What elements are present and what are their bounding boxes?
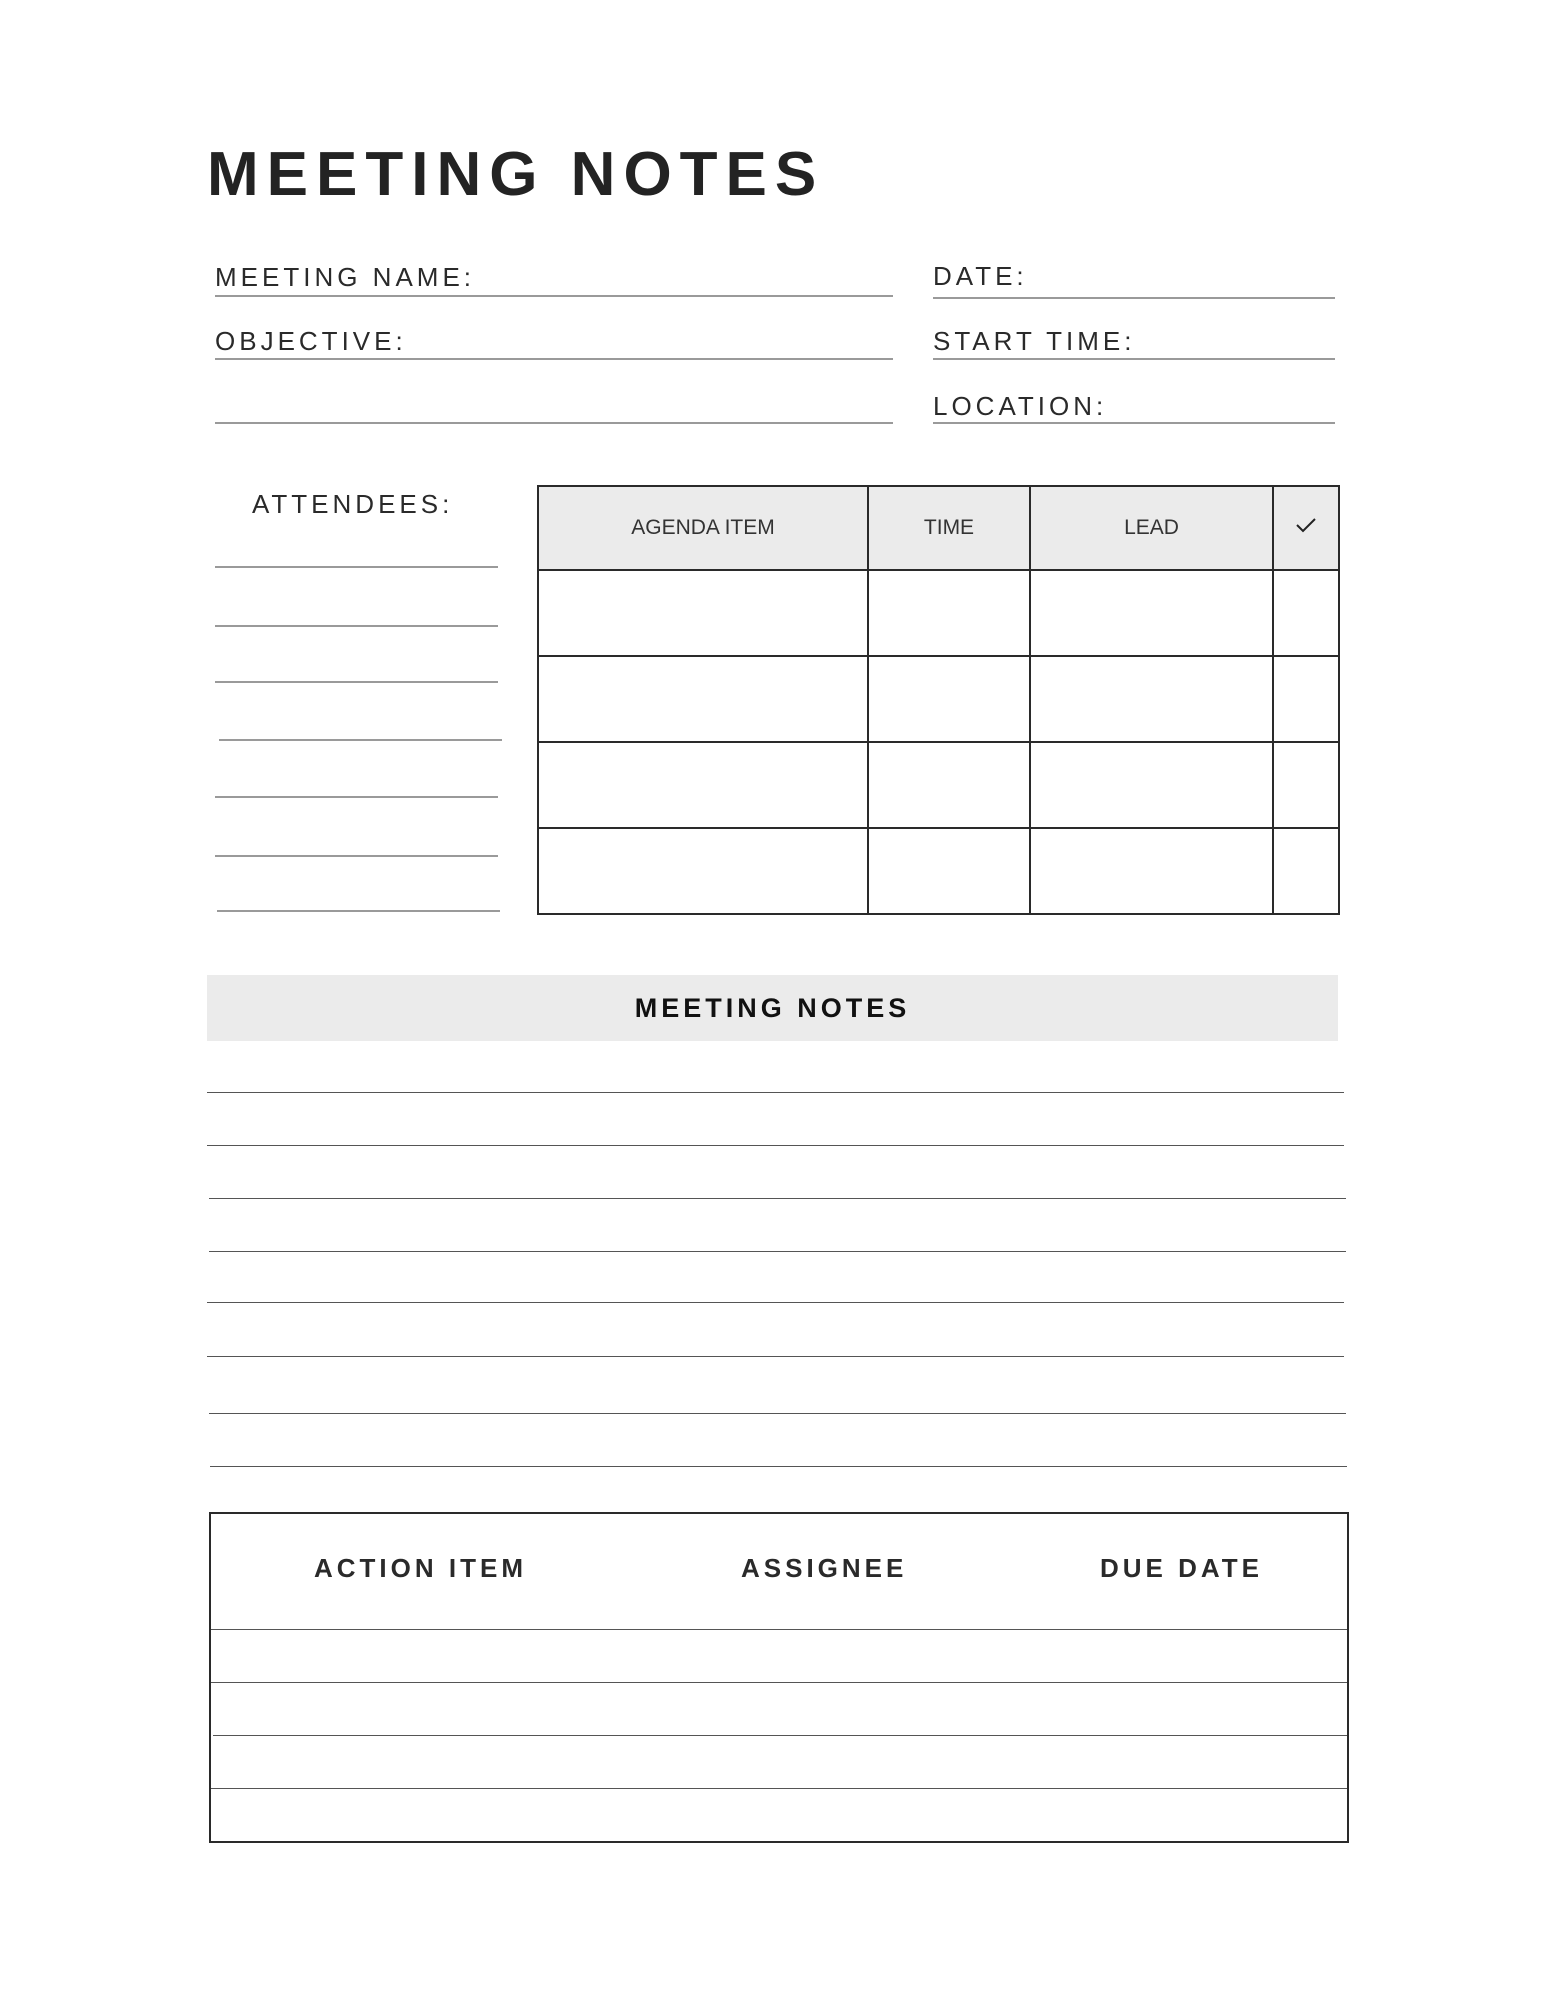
agenda-time-cell[interactable] (868, 656, 1030, 742)
start-time-label: START TIME: (933, 326, 1136, 356)
meeting-name-line[interactable] (215, 295, 893, 297)
agenda-lead-cell[interactable] (1030, 742, 1273, 828)
notes-line[interactable] (210, 1466, 1347, 1467)
page-title: MEETING NOTES (207, 140, 825, 209)
agenda-time-cell[interactable] (868, 742, 1030, 828)
objective-label: OBJECTIVE: (215, 326, 407, 356)
agenda-lead-cell[interactable] (1030, 656, 1273, 742)
agenda-col-time: TIME (868, 486, 1030, 570)
attendees-label: ATTENDEES: (252, 489, 454, 519)
agenda-time-cell[interactable] (868, 570, 1030, 656)
agenda-item-cell[interactable] (538, 742, 868, 828)
objective-line[interactable] (215, 358, 893, 360)
date-label: DATE: (933, 261, 1028, 291)
agenda-table (537, 485, 1340, 915)
notes-line[interactable] (207, 1092, 1344, 1093)
agenda-item-cell[interactable] (538, 570, 868, 656)
agenda-time-cell[interactable] (868, 828, 1030, 914)
agenda-check-cell[interactable] (1273, 656, 1339, 742)
attendee-line[interactable] (217, 910, 500, 912)
objective-line-2[interactable] (215, 422, 893, 424)
attendee-line[interactable] (215, 796, 498, 798)
start-time-line[interactable] (933, 358, 1335, 360)
check-icon (1295, 516, 1317, 534)
attendee-line[interactable] (215, 681, 498, 683)
agenda-col-item: AGENDA ITEM (538, 486, 868, 570)
notes-line[interactable] (209, 1251, 1346, 1252)
agenda-col-lead: LEAD (1030, 486, 1273, 570)
action-row-line[interactable] (211, 1629, 1347, 1630)
action-row-line[interactable] (213, 1735, 1347, 1736)
notes-line[interactable] (207, 1302, 1344, 1303)
action-row-line[interactable] (211, 1682, 1347, 1683)
notes-line[interactable] (207, 1145, 1344, 1146)
agenda-check-cell[interactable] (1273, 570, 1339, 656)
meeting-name-label: MEETING NAME: (215, 262, 476, 292)
agenda-row (538, 742, 1339, 828)
notes-section-header (207, 975, 1338, 1041)
agenda-header-row (538, 486, 1339, 570)
date-line[interactable] (933, 297, 1335, 299)
action-col-due-date: DUE DATE (1100, 1553, 1263, 1583)
action-col-item: ACTION ITEM (314, 1553, 527, 1583)
notes-line[interactable] (209, 1413, 1346, 1414)
agenda-row (538, 570, 1339, 656)
agenda-row (538, 656, 1339, 742)
action-col-assignee: ASSIGNEE (741, 1553, 908, 1583)
attendee-line[interactable] (215, 625, 498, 627)
attendee-line[interactable] (215, 566, 498, 568)
attendee-line[interactable] (219, 739, 502, 741)
agenda-lead-cell[interactable] (1030, 570, 1273, 656)
attendee-line[interactable] (215, 855, 498, 857)
agenda-item-cell[interactable] (538, 656, 868, 742)
notes-line[interactable] (209, 1198, 1346, 1199)
agenda-item-cell[interactable] (538, 828, 868, 914)
action-row-line[interactable] (211, 1788, 1347, 1789)
notes-line[interactable] (207, 1356, 1344, 1357)
notes-heading: MEETING NOTES (634, 992, 911, 1023)
agenda-row (538, 828, 1339, 914)
agenda-lead-cell[interactable] (1030, 828, 1273, 914)
agenda-col-check (1273, 486, 1339, 570)
location-line[interactable] (933, 422, 1335, 424)
location-label: LOCATION: (933, 391, 1108, 421)
agenda-check-cell[interactable] (1273, 742, 1339, 828)
agenda-check-cell[interactable] (1273, 828, 1339, 914)
